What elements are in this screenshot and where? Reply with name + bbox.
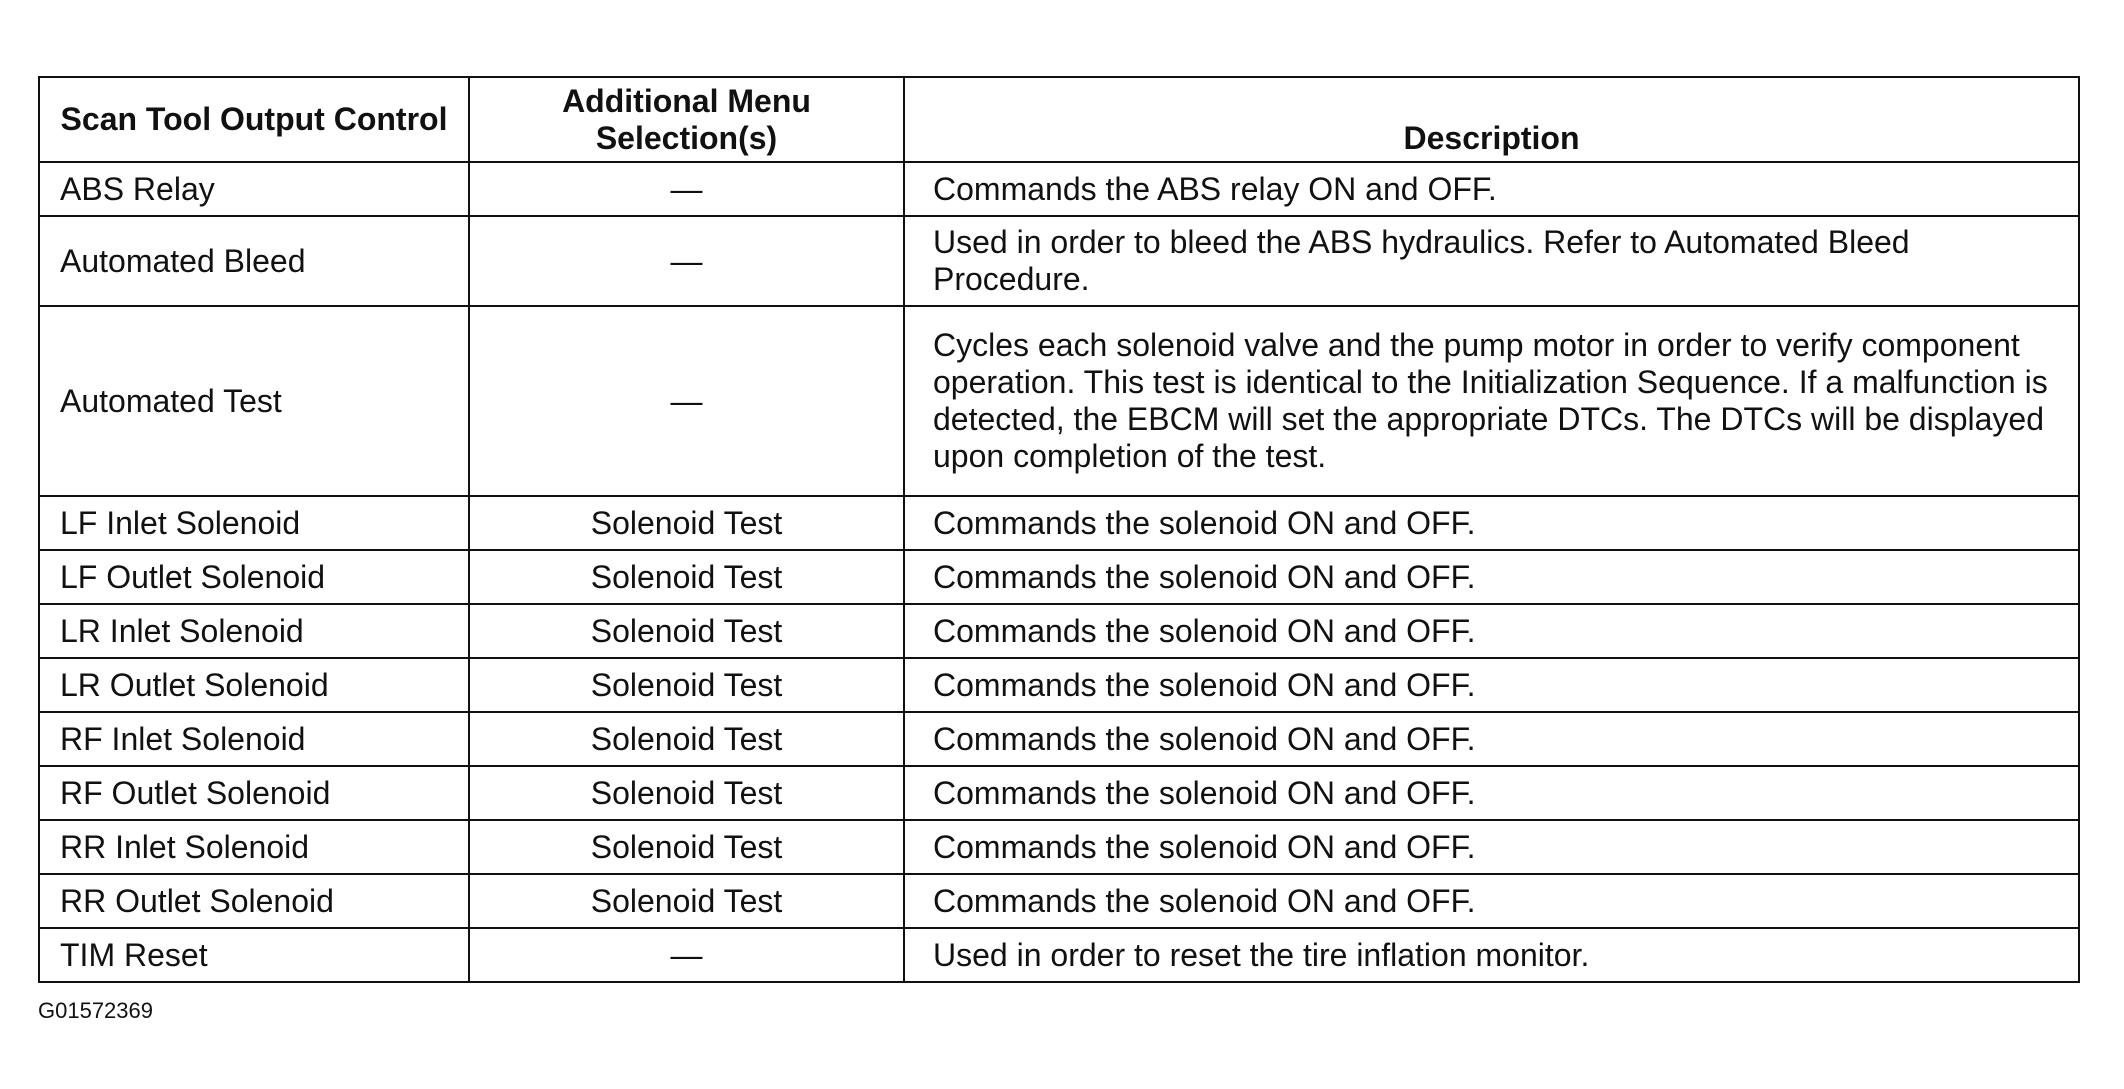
cell-output-control: LF Inlet Solenoid <box>39 496 469 550</box>
cell-output-control: TIM Reset <box>39 928 469 982</box>
table-row <box>39 496 2079 550</box>
cell-description: Used in order to bleed the ABS hydraulics. Refer to Automated Bleed Procedure. <box>904 216 2079 306</box>
cell-output-control: Automated Bleed <box>39 216 469 306</box>
table-row <box>39 306 2079 496</box>
cell-output-control: RF Inlet Solenoid <box>39 712 469 766</box>
cell-description: Commands the solenoid ON and OFF. <box>904 604 2079 658</box>
cell-output-control: Automated Test <box>39 306 469 496</box>
cell-menu-selection: Solenoid Test <box>469 712 904 766</box>
cell-output-control: LR Outlet Solenoid <box>39 658 469 712</box>
table-row <box>39 604 2079 658</box>
cell-menu-selection: — <box>469 928 904 982</box>
figure-id-caption: G01572369 <box>38 998 153 1023</box>
cell-menu-selection: Solenoid Test <box>469 820 904 874</box>
cell-output-control: LR Inlet Solenoid <box>39 604 469 658</box>
cell-description: Commands the solenoid ON and OFF. <box>904 820 2079 874</box>
header-menu-selection: Additional Menu Selection(s) <box>469 77 904 162</box>
cell-menu-selection: Solenoid Test <box>469 604 904 658</box>
cell-menu-selection: — <box>469 306 904 496</box>
cell-description: Commands the ABS relay ON and OFF. <box>904 162 2079 216</box>
table-header-row <box>39 77 2079 162</box>
cell-description: Commands the solenoid ON and OFF. <box>904 496 2079 550</box>
cell-output-control: RR Inlet Solenoid <box>39 820 469 874</box>
cell-output-control: ABS Relay <box>39 162 469 216</box>
cell-menu-selection: Solenoid Test <box>469 550 904 604</box>
cell-menu-selection: — <box>469 162 904 216</box>
table-row <box>39 820 2079 874</box>
cell-description: Commands the solenoid ON and OFF. <box>904 874 2079 928</box>
cell-output-control: LF Outlet Solenoid <box>39 550 469 604</box>
cell-menu-selection: Solenoid Test <box>469 658 904 712</box>
table-row <box>39 162 2079 216</box>
cell-menu-selection: — <box>469 216 904 306</box>
cell-output-control: RR Outlet Solenoid <box>39 874 469 928</box>
cell-menu-selection: Solenoid Test <box>469 874 904 928</box>
table-row <box>39 766 2079 820</box>
header-output-control: Scan Tool Output Control <box>39 77 469 162</box>
table-row <box>39 712 2079 766</box>
cell-output-control: RF Outlet Solenoid <box>39 766 469 820</box>
cell-description: Commands the solenoid ON and OFF. <box>904 550 2079 604</box>
table-row <box>39 928 2079 982</box>
cell-menu-selection: Solenoid Test <box>469 496 904 550</box>
table-row <box>39 216 2079 306</box>
cell-menu-selection: Solenoid Test <box>469 766 904 820</box>
cell-description: Cycles each solenoid valve and the pump motor in order to verify component operation. This test is identical to the Initialization Sequence. If a malfunction is detected, the EBCM will set the appropriate DTCs. The DTCs will be displayed upon completion of the test. <box>904 306 2079 496</box>
output-control-table <box>38 76 2080 983</box>
cell-description: Used in order to reset the tire inflation monitor. <box>904 928 2079 982</box>
cell-description: Commands the solenoid ON and OFF. <box>904 658 2079 712</box>
header-description: Description <box>904 77 2079 162</box>
table-row <box>39 658 2079 712</box>
table-row <box>39 874 2079 928</box>
cell-description: Commands the solenoid ON and OFF. <box>904 766 2079 820</box>
cell-description: Commands the solenoid ON and OFF. <box>904 712 2079 766</box>
table-row <box>39 550 2079 604</box>
